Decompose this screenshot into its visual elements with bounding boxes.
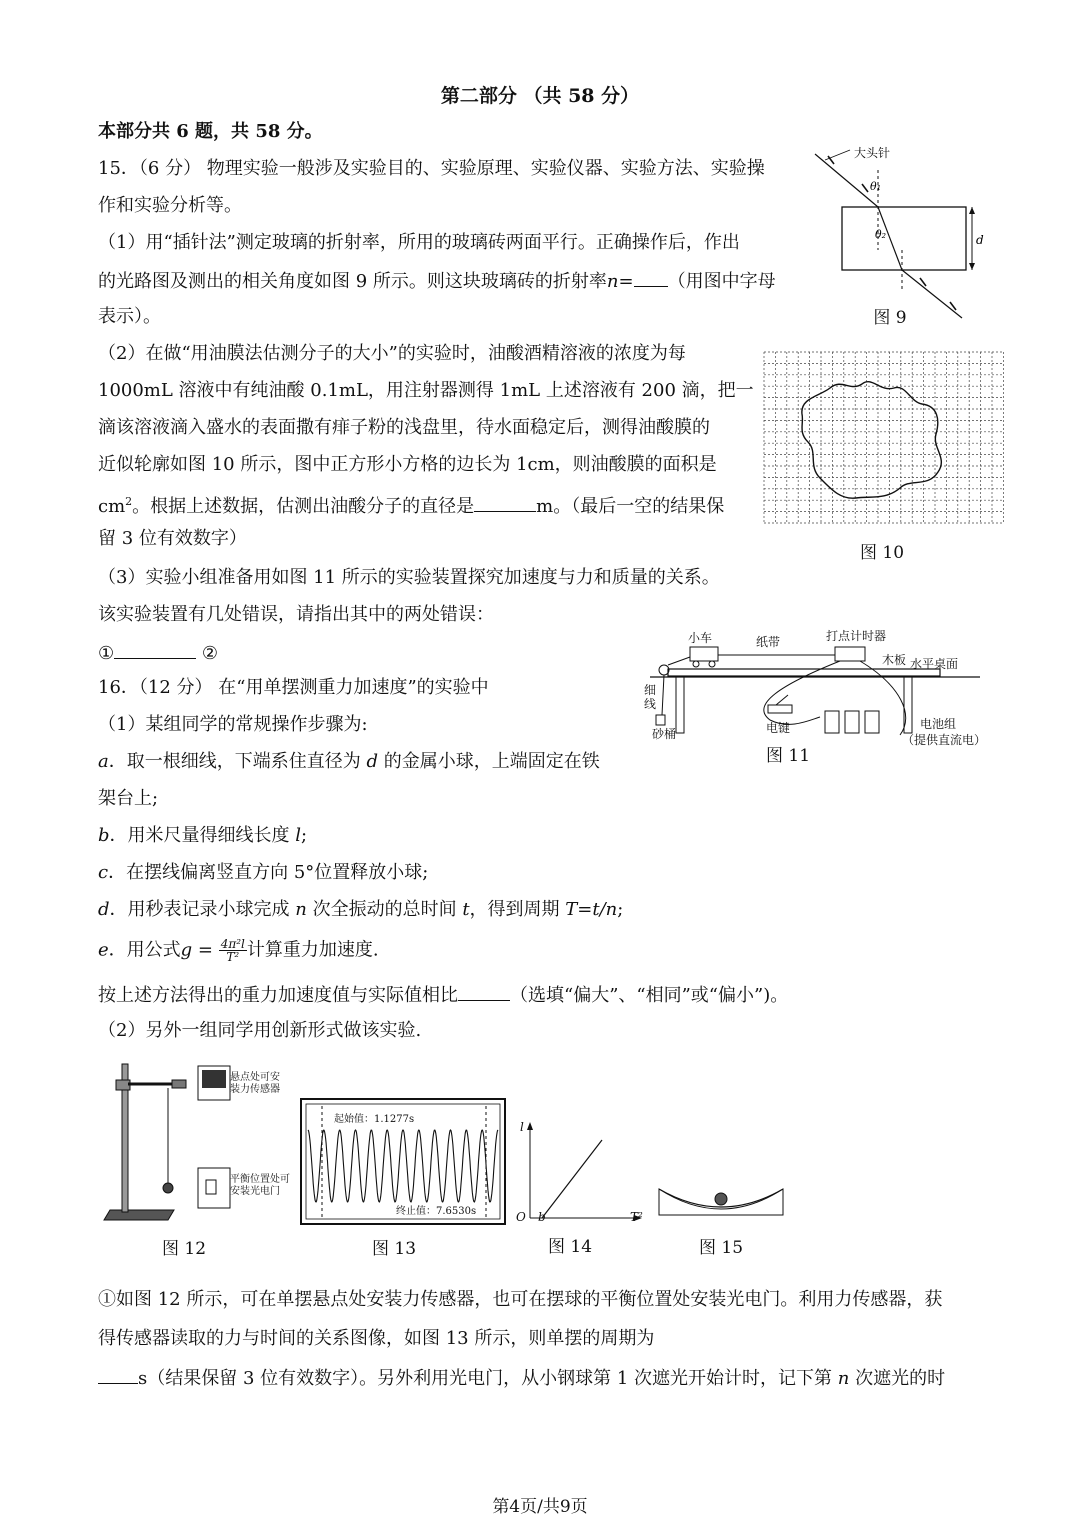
q16-line1: 16．（12 分） 在“用单摆测重力加速度”的实验中	[98, 677, 489, 698]
answer-blank-error1[interactable]	[114, 640, 196, 659]
step-d-text1: ．用秒表记录小球完成	[109, 899, 296, 920]
var-period: T=t/n	[565, 899, 618, 920]
q16-step-b	[98, 824, 307, 848]
unit-cm: cm	[98, 496, 126, 517]
q16-step-c	[98, 861, 428, 885]
label-battery: 电池组	[920, 717, 957, 731]
step-e-text1: ．用公式	[108, 939, 181, 961]
compare-text-a: 按上述方法得出的重力加速度值与实际值相比	[98, 985, 458, 1006]
unit-sup: 2	[125, 495, 133, 508]
q15-p3-line3	[98, 640, 218, 666]
fig10-caption: 图 10	[859, 543, 905, 563]
fig9-caption: 图 9	[873, 308, 907, 328]
step-d-text3: ，得到周期	[469, 899, 566, 920]
s1-text-b: 次遮光的时	[849, 1368, 946, 1389]
note-sensor-2: 装力传感器	[230, 1084, 280, 1095]
label-tape: 纸带	[756, 635, 781, 649]
step-c-text: ．在摆线偏离竖直方向 5°位置释放小球;	[108, 862, 429, 883]
q16-compare	[98, 982, 788, 1008]
var-t: t	[462, 899, 470, 920]
compare-text-b: （选填“偏大”、“相同”或“偏小”)。	[510, 985, 789, 1006]
note-gate-2: 安装光电门	[230, 1186, 280, 1197]
oil-film-grid	[760, 348, 1010, 533]
fig14-caption: 图 14	[547, 1237, 593, 1257]
note-sensor-1: 悬点处可安	[230, 1072, 280, 1083]
fig13-caption: 图 13	[371, 1239, 417, 1259]
q15-n: n=	[606, 271, 634, 292]
step-b-text: ．用米尺量得细线长度	[109, 825, 296, 846]
fig12-caption: 图 12	[161, 1239, 207, 1259]
figure-12	[98, 1060, 298, 1260]
note-gate-1: 平衡位置处可	[230, 1174, 290, 1185]
section-intro: 本部分共 6 题，共 58 分。	[98, 121, 323, 142]
figure-14	[510, 1118, 650, 1260]
ball-in-bowl	[655, 1185, 790, 1225]
end-value: 终止值：7.6530s	[396, 1206, 477, 1217]
figure-10	[760, 348, 1010, 563]
step-a-text: ．取一根细线，下端系住直径为	[108, 751, 367, 772]
figure-11	[640, 625, 985, 765]
label-desk: 水平桌面	[910, 657, 959, 671]
q15-p2-text-c: m。（最后一空的结果保	[536, 496, 725, 517]
q16-s1-line1: ①如图 12 所示，可在单摆悬点处安装力传感器，也可在摆球的平衡位置处安装光电门。利用力传感器，获	[98, 1289, 943, 1310]
q15-p2-line2: 1000mL 溶液中有纯油酸 0.1mL，用注射器测得 1mL 上述溶液有 200 滴，把一	[98, 380, 754, 401]
answer-blank-period[interactable]	[98, 1365, 138, 1384]
q15-p1-line1: （1）用“插针法”测定玻璃的折射率，所用的玻璃砖两面平行。正确操作后，作出	[98, 232, 740, 253]
start-value: 起始值：1.1277s	[334, 1114, 415, 1125]
answer-blank-diameter[interactable]	[474, 493, 536, 512]
var-n2: n	[837, 1368, 850, 1389]
step-d-text2: 次全振动的总时间	[306, 899, 463, 920]
formula-g: g =	[180, 939, 213, 961]
q16-step-a2: 架台上;	[98, 788, 159, 809]
circle-1: ①	[98, 643, 115, 664]
q16-step-a	[98, 750, 600, 774]
axis-y-label: l	[520, 1120, 524, 1134]
q16-step-d	[98, 898, 623, 922]
figure-15	[655, 1185, 790, 1260]
label-timer: 打点计时器	[826, 629, 887, 643]
q15-line1: 15．（6 分） 物理实验一般涉及实验目的、实验原理、实验仪器、实验方法、实验操	[98, 158, 765, 179]
step-d-end: ;	[617, 899, 624, 920]
q15-p1-text: 的光路图及测出的相关角度如图 9 所示。则这块玻璃砖的折射率	[98, 271, 607, 292]
label-board: 木板	[882, 653, 907, 667]
step-e-tag: e	[98, 939, 109, 961]
step-d-tag: d	[98, 899, 110, 920]
q15-p2-line1: （2）在做“用油膜法估测分子的大小”的实验时，油酸酒精溶液的浓度为每	[98, 343, 686, 364]
q15-line2: 作和实验分析等。	[98, 195, 242, 216]
figure-9	[810, 140, 1000, 340]
label-key: 电键	[766, 721, 791, 735]
var-n: n	[295, 899, 307, 920]
step-b-tag: b	[98, 825, 110, 846]
q15-p2-line5	[98, 490, 724, 519]
step-e-text2: 计算重力加速度.	[246, 939, 379, 961]
q15-p2-line4: 近似轮廓如图 10 所示，图中正方形小方格的边长为 1cm，则油酸膜的面积是	[98, 454, 717, 475]
q16-s1-line3	[98, 1365, 945, 1391]
formula-fraction	[219, 938, 247, 963]
fig11-caption: 图 11	[765, 746, 811, 766]
answer-blank-n[interactable]	[634, 268, 668, 287]
q15-p1-line3: 表示）。	[98, 306, 161, 327]
q15-p3-line2: 该实验装置有几处错误，请指出其中的两处错误：	[98, 604, 494, 625]
label-battery-note: （提供直流电）	[902, 733, 987, 747]
q15-p1-text-b: （用图中字母	[667, 271, 776, 292]
pin-label: 大头针	[854, 146, 891, 160]
formula-denominator: T²	[226, 950, 240, 964]
label-bucket: 砂桶	[652, 727, 677, 741]
q15-p1-line2	[98, 268, 776, 294]
q15-p2-text: 。根据上述数据，估测出油酸分子的直径是	[132, 496, 475, 517]
var-d: d	[366, 751, 378, 772]
step-c-tag: c	[98, 862, 109, 883]
note-gate	[230, 1174, 290, 1198]
step-a-tag: a	[98, 751, 109, 772]
figure-13	[300, 1098, 510, 1260]
q16-p2: （2）另外一组同学用创新形式做该实验.	[98, 1020, 422, 1041]
q16-p1: （1）某组同学的常规操作步骤为:	[98, 714, 368, 735]
q15-p2-line3: 滴该溶液滴入盛水的表面撒有痱子粉的浅盘里，待水面稳定后，测得油酸膜的	[98, 417, 710, 438]
origin-label: O	[516, 1210, 526, 1224]
axis-x-label: T²	[630, 1210, 643, 1224]
label-thread: 细线	[644, 683, 657, 711]
label-cart: 小车	[688, 631, 713, 645]
circle-2: ②	[201, 643, 219, 664]
page-footer: 第4页/共9页	[492, 1497, 588, 1517]
l-t2-graph	[510, 1118, 650, 1228]
formula-numerator: 4π²l	[220, 937, 245, 951]
q15-p2-line6: 留 3 位有效数字）	[98, 528, 247, 549]
d-label: d	[976, 233, 984, 247]
step-a-text-c: 的金属小球，上端固定在铁	[378, 751, 600, 772]
note-sensor	[230, 1072, 280, 1096]
fig15-caption: 图 15	[698, 1238, 744, 1258]
var-l: l	[295, 825, 302, 846]
intercept-b-label: b	[538, 1210, 546, 1224]
q15-p3-line1: （3）实验小组准备用如图 11 所示的实验装置探究加速度与力和质量的关系。	[98, 567, 720, 588]
theta1-label: θ₁	[870, 180, 882, 193]
q16-step-e	[98, 938, 379, 963]
s1-text-a: s（结果保留 3 位有效数字）。另外利用光电门，从小钢球第 1 次遮光开始计时，记下第	[138, 1368, 838, 1389]
step-b-end: ;	[301, 825, 308, 846]
answer-blank-compare[interactable]	[458, 982, 510, 1001]
q16-s1-line2: 得传感器读取的力与时间的关系图像，如图 13 所示，则单摆的周期为	[98, 1328, 655, 1349]
theta2-label: θ₂	[875, 228, 887, 241]
section-title: 第二部分 （共 58 分）	[440, 85, 640, 107]
